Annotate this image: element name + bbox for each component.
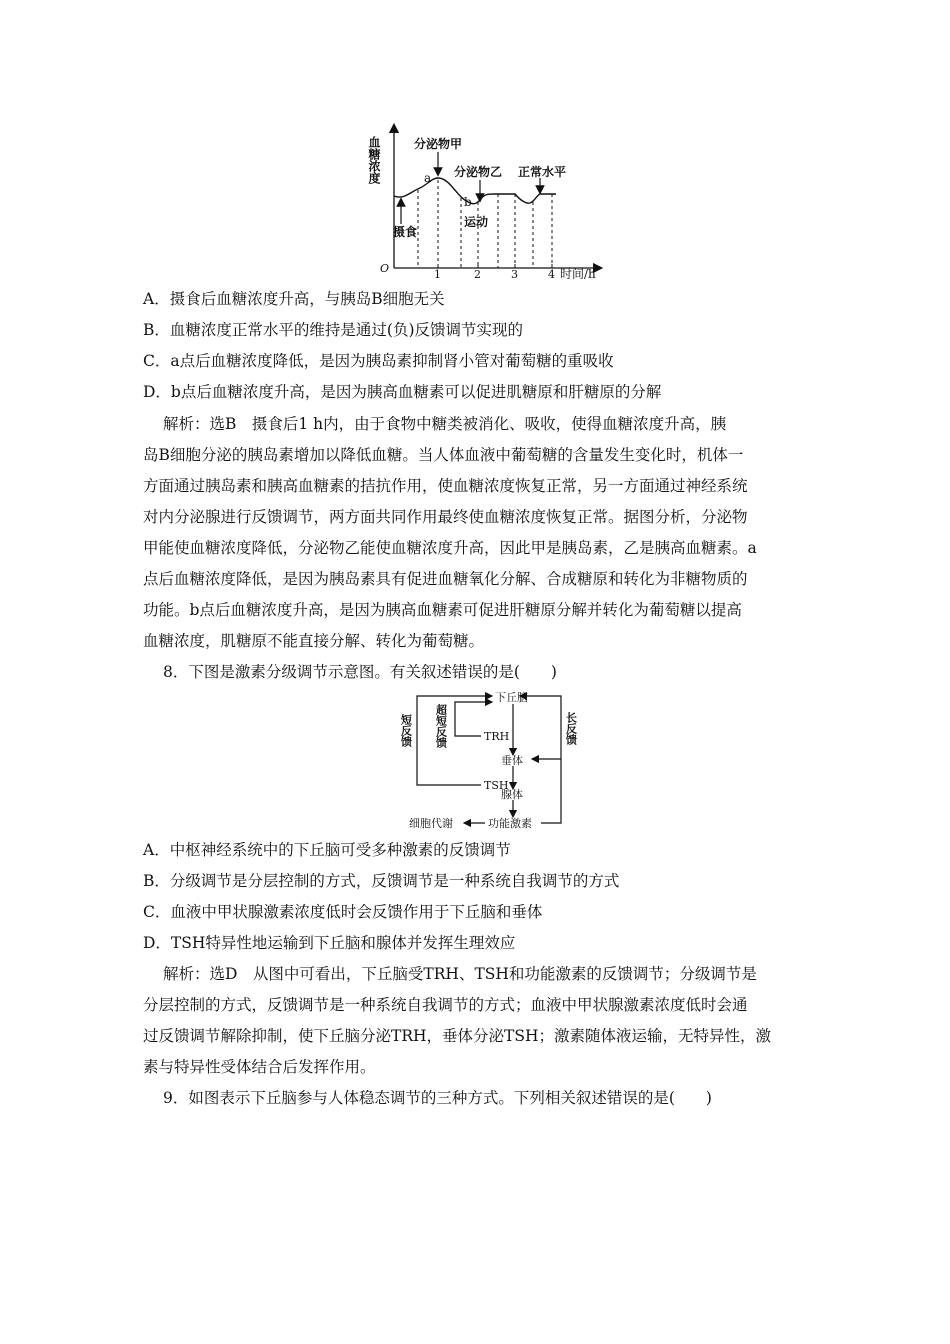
q8-option-d: D．TSH特异性地运输到下丘脑和腺体并发挥生理效应	[143, 934, 516, 952]
hypothalamus-label: 下丘脑	[495, 691, 528, 704]
tick-label: 4	[548, 268, 555, 281]
q8-analysis-line: 过反馈调节解除抑制，使下丘脑分泌TRH，垂体分泌TSH；激素随体液运输，无特异性，激	[143, 1027, 772, 1045]
q7-analysis-line: 甲能使血糖浓度降低，分泌物乙能使血糖浓度升高，因此甲是胰岛素，乙是胰高血糖素。a	[143, 539, 757, 557]
q7-analysis-line: 点后血糖浓度降低，是因为胰岛素具有促进血糖氧化分解、合成糖原和转化为非糖物质的	[143, 570, 748, 588]
normal-level-label: 正常水平	[518, 165, 567, 179]
tick-label: 1	[434, 268, 441, 281]
secretion-jia-label: 分泌物甲	[414, 137, 463, 151]
q7-analysis-line: 岛B细胞分泌的胰岛素增加以降低血糖。当人体血液中葡萄糖的含量发生变化时，机体一	[143, 446, 744, 464]
q7-analysis-line: 解析：选B 摄食后1 h内，由于食物中糖类被消化、吸收，使得血糖浓度升高，胰	[163, 415, 727, 433]
q7-option-b: B．血糖浓度正常水平的维持是通过(负)反馈调节实现的	[143, 321, 523, 339]
q7-option-c: C．a点后血糖浓度降低，是因为胰岛素抑制肾小管对葡萄糖的重吸收	[143, 352, 614, 370]
point-b-label: b	[464, 195, 472, 209]
blood-glucose-figure	[367, 120, 610, 282]
q7-analysis-line: 对内分泌腺进行反馈调节，两方面共同作用最终使血糖浓度恢复正常。据图分析，分泌物	[143, 508, 748, 526]
function-hormone-label: 功能激素	[488, 817, 532, 830]
tick-label: 2	[474, 268, 481, 281]
tsh-label: TSH	[484, 779, 509, 792]
ultra-short-feedback-label: 超短反馈	[434, 704, 448, 748]
tick-label: 3	[511, 268, 518, 281]
q8-stem: 8．下图是激素分级调节示意图。有关叙述错误的是( )	[163, 663, 557, 681]
q8-option-b: B．分级调节是分层控制的方式，反馈调节是一种系统自我调节的方式	[143, 872, 620, 890]
eating-label: 摄食	[393, 225, 418, 239]
q7-option-a: A．摄食后血糖浓度升高，与胰岛B细胞无关	[143, 290, 445, 308]
hormone-regulation-diagram	[395, 690, 595, 832]
q8-option-a: A．中枢神经系统中的下丘脑可受多种激素的反馈调节	[143, 841, 511, 859]
q7-analysis-line: 功能。b点后血糖浓度升高，是因为胰高血糖素可促进肝糖原分解并转化为葡萄糖以提高	[143, 601, 742, 619]
pituitary-label: 垂体	[501, 754, 523, 767]
q8-analysis-line: 素与特异性受体结合后发挥作用。	[143, 1058, 376, 1076]
q8-analysis-line: 解析：选D 从图中可看出，下丘脑受TRH、TSH和功能激素的反馈调节；分级调节是	[163, 965, 757, 983]
cell-metabolism-label: 细胞代谢	[409, 817, 453, 830]
origin-label: O	[380, 262, 390, 275]
q7-analysis-line: 方面通过胰岛素和胰高血糖素的拮抗作用，使血糖浓度恢复正常，另一方面通过神经系统	[143, 477, 748, 495]
q8-option-c: C．血液中甲状腺激素浓度低时会反馈作用于下丘脑和垂体	[143, 903, 543, 921]
q7-option-d: D．b点后血糖浓度升高，是因为胰高血糖素可以促进肌糖原和肝糖原的分解	[143, 383, 662, 401]
point-a-label: a	[424, 171, 432, 185]
y-axis-label: 血糖浓度	[367, 136, 381, 184]
secretion-yi-label: 分泌物乙	[454, 165, 503, 179]
long-feedback-label: 长反馈	[564, 712, 578, 745]
x-axis-label: 时间/h	[560, 267, 596, 281]
q7-analysis-line: 血糖浓度，肌糖原不能直接分解、转化为葡萄糖。	[143, 632, 485, 650]
trh-label: TRH	[484, 730, 510, 743]
gland-label: 腺体	[501, 788, 523, 801]
q9-stem: 9．如图表示下丘脑参与人体稳态调节的三种方式。下列相关叙述错误的是( )	[163, 1089, 712, 1107]
exercise-label: 运动	[464, 215, 489, 229]
short-feedback-label: 短反馈	[399, 714, 413, 747]
q8-analysis-line: 分层控制的方式，反馈调节是一种系统自我调节的方式；血液中甲状腺激素浓度低时会通	[143, 996, 748, 1014]
